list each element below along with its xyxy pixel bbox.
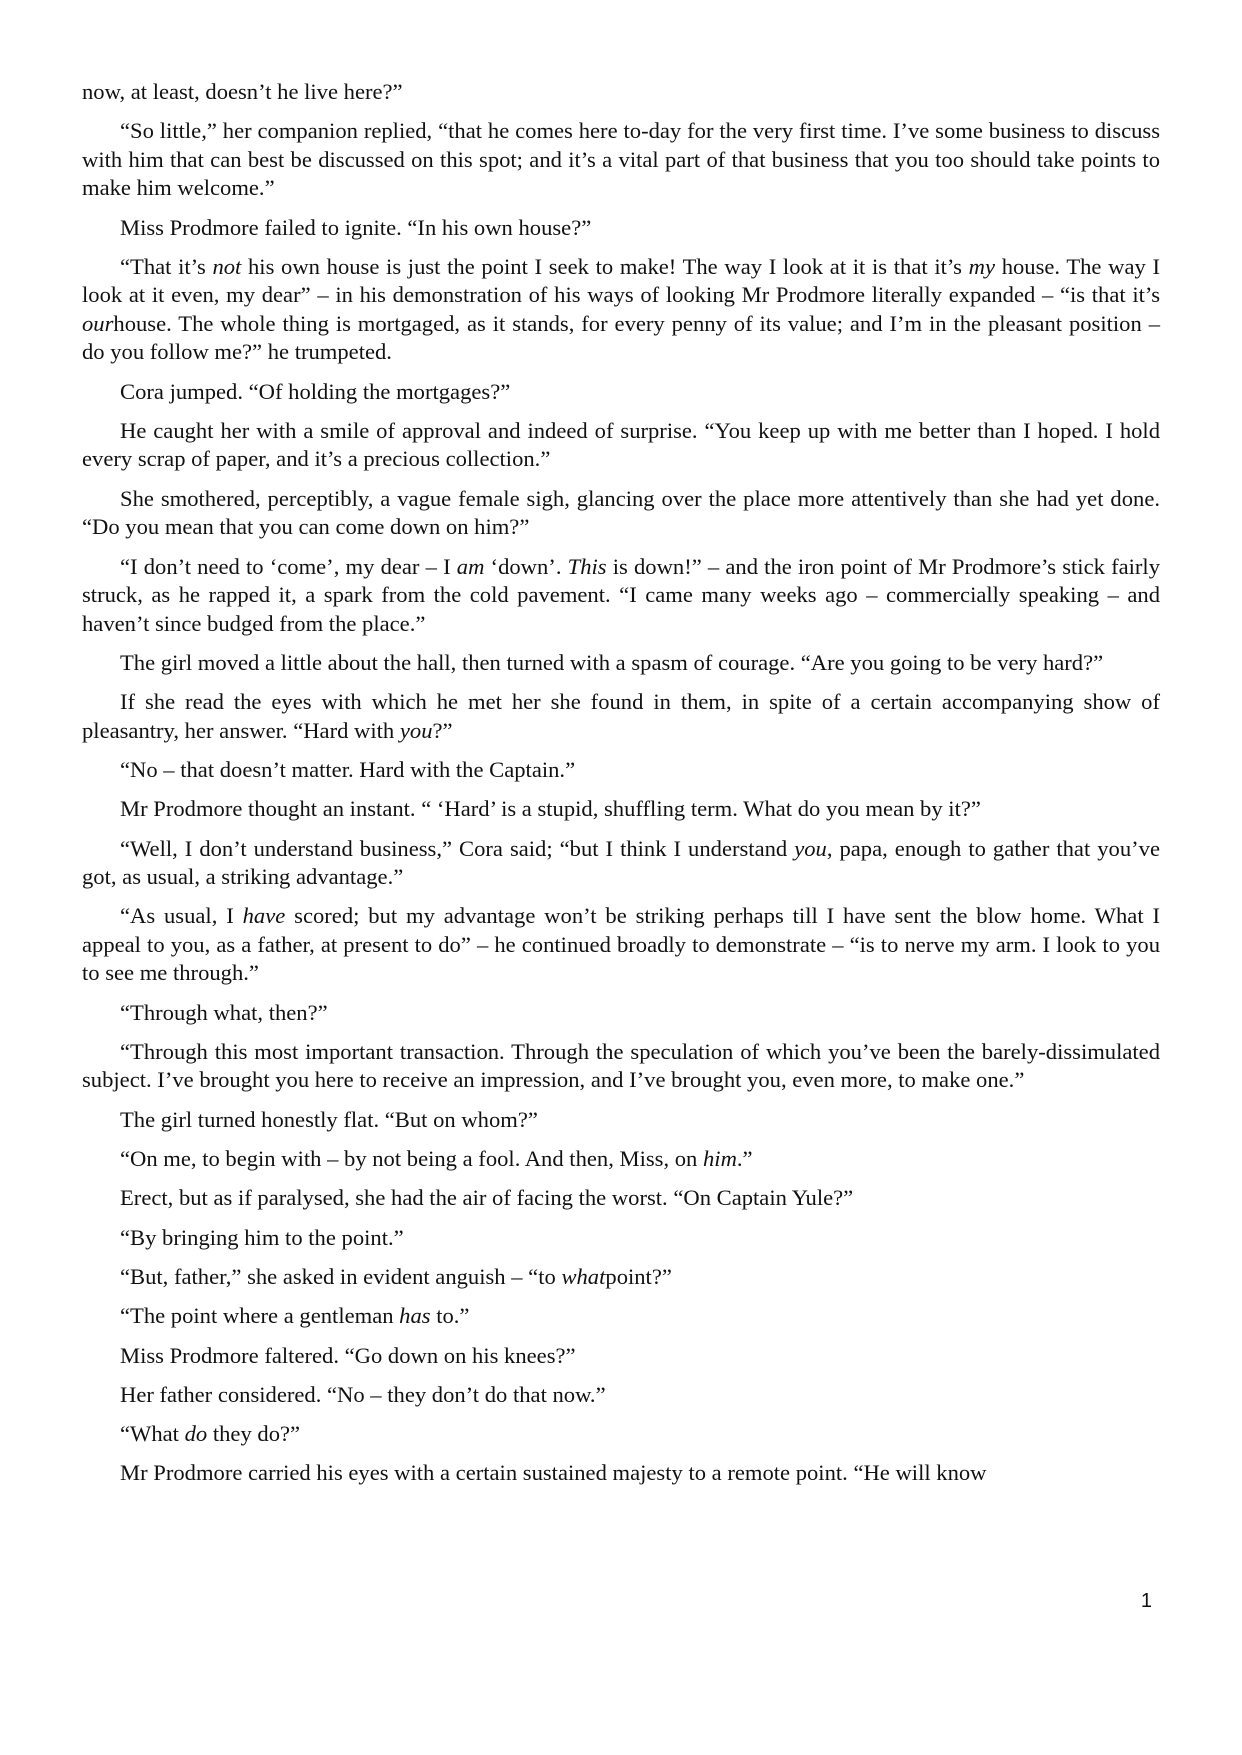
italic-emphasis: him: [703, 1146, 737, 1172]
paragraph: Cora jumped. “Of holding the mortgages?”: [120, 378, 511, 404]
paragraph: The girl turned honestly flat. “But on whom?”: [120, 1106, 538, 1132]
italic-emphasis: This: [567, 553, 607, 579]
paragraph: “Well, I don’t understand business,” Cora said; “but I think I understand you, papa, enough to gather that you’ve got, as usual, a striking advantage.”: [82, 835, 1160, 890]
paragraph: “Through what, then?”: [120, 999, 328, 1025]
document-body: [82, 78, 1160, 1499]
paragraph: If she read the eyes with which he met her she found in them, in spite of a certain accompanying show of pleasantry, her answer. “Hard with you?”: [82, 689, 1160, 743]
paragraph: “By bringing him to the point.”: [120, 1224, 404, 1250]
italic-emphasis: not: [212, 253, 242, 279]
italic-emphasis: has: [399, 1303, 431, 1329]
paragraph: “What do they do?”: [120, 1421, 301, 1447]
page-number: 1: [1140, 1590, 1152, 1612]
italic-emphasis: what: [561, 1263, 606, 1289]
paragraph: “As usual, I have scored; but my advantage won’t be striking perhaps till I have sent the blow home. What I appeal to you, as a father, at present to do” – he continued broadly to demonstrate – “is to nerve my arm. I look to you to see me through.”: [82, 903, 1160, 986]
paragraph: He caught her with a smile of approval and indeed of surprise. “You keep up with me better than I hoped. I hold every scrap of paper, and it’s a precious collection.”: [82, 417, 1160, 472]
paragraph: “No – that doesn’t matter. Hard with the Captain.”: [120, 756, 576, 782]
paragraph: “But, father,” she asked in evident anguish – “to whatpoint?”: [120, 1263, 672, 1289]
italic-emphasis: our: [82, 310, 114, 336]
paragraph: “That it’s not his own house is just the point I seek to make! The way I look at it is that it’s my house. The way I look at it even, my dear” – in his demonstration of his ways of looking Mr Prodmore literally expanded – “is that it’s ourhouse. The whole thing is mortgaged, as it stands, for every penny of its value; and I’m in the pleasant position – do you follow me?” he trumpeted.: [82, 253, 1161, 365]
paragraph: Erect, but as if paralysed, she had the air of facing the worst. “On Captain Yule?”: [120, 1185, 854, 1211]
italic-emphasis: do: [184, 1421, 208, 1447]
paragraph: Mr Prodmore carried his eyes with a certain sustained majesty to a remote point. “He will know: [120, 1460, 987, 1486]
paragraph: She smothered, perceptibly, a vague female sigh, glancing over the place more attentively than she had yet done. “Do you mean that you can come down on him?”: [82, 485, 1160, 540]
italic-emphasis: am: [456, 553, 485, 579]
paragraph: Miss Prodmore failed to ignite. “In his own house?”: [120, 214, 592, 240]
paragraph: now, at least, doesn’t he live here?”: [82, 79, 403, 104]
paragraph: “I don’t need to ‘come’, my dear – I am ‘down’. This is down!” – and the iron point of Mr Prodmore’s stick fairly struck, as he rapped it, a spark from the cold pavement. “I came many weeks ago – commercially speaking – and haven’t since budged from the place.”: [82, 553, 1160, 636]
paragraph: “Through this most important transaction. Through the speculation of which you’ve been the barely-dissimulated subject. I’ve brought you here to receive an impression, and I’ve brought you, even more, to make one.”: [82, 1038, 1160, 1093]
paragraph: Her father considered. “No – they don’t do that now.”: [120, 1381, 606, 1407]
italic-emphasis: you: [794, 835, 827, 861]
paragraph: “So little,” her companion replied, “that he comes here to-day for the very first time. I’ve some business to discuss with him that can best be discussed on this spot; and it’s a vital part of that business that you too should take points to make him welcome.”: [82, 118, 1160, 201]
italic-emphasis: you: [399, 717, 433, 743]
paragraph: “On me, to begin with – by not being a fool. And then, Miss, on him.”: [120, 1146, 753, 1172]
italic-emphasis: have: [242, 903, 286, 929]
paragraph: The girl moved a little about the hall, then turned with a spasm of courage. “Are you going to be very hard?”: [120, 649, 1104, 675]
paragraph: “The point where a gentleman has to.”: [120, 1303, 470, 1329]
italic-emphasis: my: [968, 253, 996, 279]
paragraph: Miss Prodmore faltered. “Go down on his knees?”: [120, 1342, 576, 1368]
paragraph: Mr Prodmore thought an instant. “ ‘Hard’ is a stupid, shuffling term. What do you mean by it?”: [120, 796, 981, 822]
